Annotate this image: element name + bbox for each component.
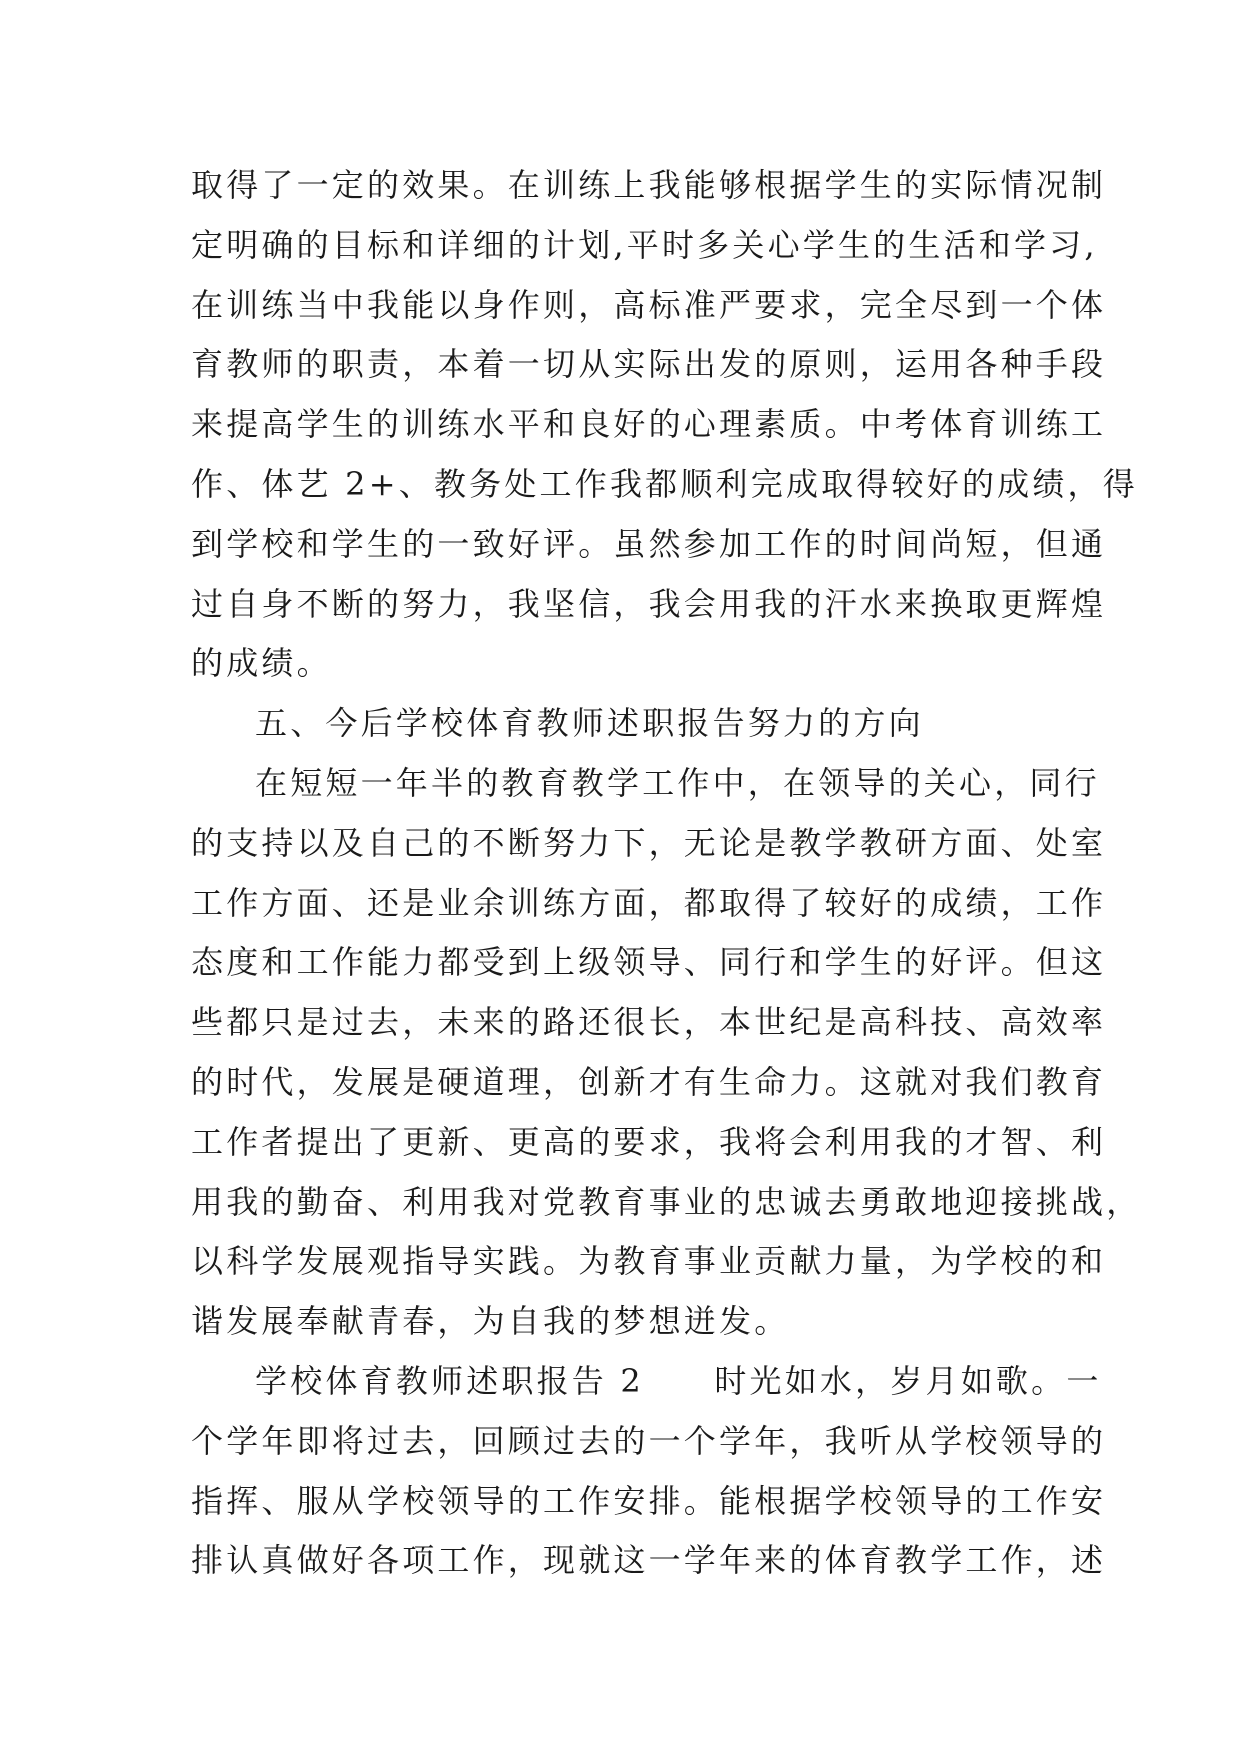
text-line: 谐发展奉献青春，为自我的梦想迸发。 bbox=[191, 1302, 790, 1341]
text-line: 学校体育教师述职报告 2 时光如水，岁月如歌。一 bbox=[255, 1361, 1102, 1400]
text-line: 工作者提出了更新、更高的要求，我将会利用我的才智、利 bbox=[191, 1122, 1107, 1161]
text-line: 用我的勤奋、利用我对党教育事业的忠诚去勇敢地迎接挑战， bbox=[191, 1182, 1142, 1221]
text-line: 育教师的职责，本着一切从实际出发的原则，运用各种手段 bbox=[191, 345, 1107, 384]
text-line: 指挥、服从学校领导的工作安排。能根据学校领导的工作安 bbox=[191, 1481, 1107, 1520]
text-line: 来提高学生的训练水平和良好的心理素质。中考体育训练工 bbox=[191, 405, 1107, 444]
text-line: 排认真做好各项工作，现就这一学年来的体育教学工作，述 bbox=[191, 1541, 1107, 1580]
text-line: 在短短一年半的教育教学工作中，在领导的关心，同行 bbox=[255, 763, 1100, 802]
text-line: 五、今后学校体育教师述职报告努力的方向 bbox=[255, 704, 924, 743]
text-line: 的支持以及自己的不断努力下，无论是教学教研方面、处室 bbox=[191, 823, 1107, 862]
text-line: 工作方面、还是业余训练方面，都取得了较好的成绩，工作 bbox=[191, 883, 1107, 922]
text-line: 定明确的目标和详细的计划,平时多关心学生的生活和学习, bbox=[191, 225, 1098, 264]
text-line: 到学校和学生的一致好评。虽然参加工作的时间尚短，但通 bbox=[191, 524, 1107, 563]
text-line: 作、体艺 2+、教务处工作我都顺利完成取得较好的成绩，得 bbox=[191, 464, 1138, 503]
text-line: 些都只是过去，未来的路还很长，本世纪是高科技、高效率 bbox=[191, 1003, 1107, 1042]
text-line: 的成绩。 bbox=[191, 644, 332, 683]
text-line: 个学年即将过去，回顾过去的一个学年，我听从学校领导的 bbox=[191, 1421, 1107, 1460]
text-line: 过自身不断的努力，我坚信，我会用我的汗水来换取更辉煌 bbox=[191, 584, 1107, 623]
text-line: 的时代，发展是硬道理，创新才有生命力。这就对我们教育 bbox=[191, 1062, 1107, 1101]
body-text bbox=[191, 156, 1142, 1591]
text-line: 取得了一定的效果。在训练上我能够根据学生的实际情况制 bbox=[191, 166, 1107, 204]
text-line: 在训练当中我能以身作则，高标准严要求，完全尽到一个体 bbox=[191, 285, 1107, 324]
text-line: 以科学发展观指导实践。为教育事业贡献力量，为学校的和 bbox=[191, 1242, 1107, 1281]
text-line: 态度和工作能力都受到上级领导、同行和学生的好评。但这 bbox=[191, 943, 1107, 982]
